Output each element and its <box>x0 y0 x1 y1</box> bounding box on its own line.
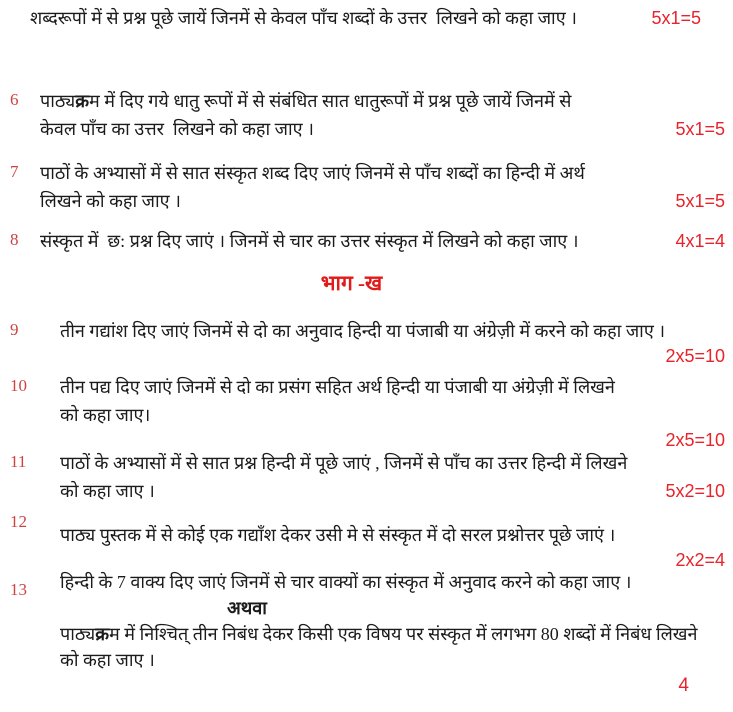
item-line-text <box>60 521 615 549</box>
item-line <box>60 621 733 647</box>
text-segment: अथवा <box>227 598 267 618</box>
item-content <box>60 317 733 365</box>
text-segment: पाठ्य <box>60 624 96 644</box>
text-segment: लिखने को कहा जाए । <box>40 191 181 211</box>
question-item-13 <box>0 569 733 673</box>
text-segment: तीन गद्यांश दिए जाएं जिनमें से दो का अनुवाद हिन्दी या पंजाबी या अंग्रेज़ी में करने को कहा जाए । <box>60 321 666 341</box>
item-line-text <box>60 477 155 505</box>
total-marks: 4 <box>678 675 689 696</box>
item-line-text <box>40 87 571 115</box>
item-number: 7 <box>10 162 19 181</box>
marks-badge: 2x5=10 <box>665 430 725 450</box>
item-line-text <box>60 621 698 647</box>
item-line <box>60 401 733 429</box>
item-line-text <box>60 401 150 429</box>
item-line <box>40 187 733 215</box>
item-line-text <box>40 187 181 215</box>
total-marks-row <box>0 675 733 697</box>
item-line-text <box>40 159 585 187</box>
item-number: 11 <box>10 452 27 471</box>
item-line <box>40 87 733 115</box>
question-item-8 <box>0 227 733 255</box>
text-segment: तीन पद्य दिए जाएं जिनमें से दो का प्रसंग सहित अर्थ हिन्दी या पंजाबी या अंग्रेज़ी में लिखने <box>60 377 615 397</box>
text-segment: क्र <box>95 624 110 644</box>
question-items-part-a <box>0 87 733 255</box>
text-segment: केवल पाँच का उत्तर लिखने को कहा जाए । <box>40 119 314 139</box>
item-number: 10 <box>10 376 27 395</box>
item-line <box>60 317 733 345</box>
item-number: 12 <box>10 512 27 531</box>
marks-badge: 2x5=10 <box>665 346 725 366</box>
text-segment: को कहा जाए। <box>60 405 151 425</box>
item-line <box>40 115 733 143</box>
text-segment: संस्कृत में छ: प्रश्न दिए जाएं । जिनमें से चार का उत्तर संस्कृत में लिखने को कहा जाए । <box>40 231 579 251</box>
text-segment: पाठों के अभ्यासों में से सात प्रश्न हिन्दी में पूछे जाएं , जिनमें से पाँच का उत्तर हिन्दी में लिखने <box>60 453 628 473</box>
text-segment: म में निश्चित् तीन निबंध देकर किसी एक विषय पर संस्कृत में लगभग 80 शब्दों में निबंध लिखने <box>109 624 698 644</box>
question-item-7 <box>0 159 733 215</box>
question-item-9 <box>0 317 733 365</box>
item-line-text <box>40 115 314 143</box>
intro-marks-badge: 5x1=5 <box>651 8 701 28</box>
item-content <box>40 87 733 143</box>
intro-text: शब्दरूपों में से प्रश्न पूछे जायें जिनमें से केवल पाँच शब्दों के उत्तर लिखने को कहा जाए । <box>30 8 577 28</box>
marks-badge: 2x2=4 <box>675 550 725 570</box>
question-item-12 <box>0 509 733 569</box>
item-line-text <box>60 569 631 595</box>
item-number: 9 <box>10 320 19 339</box>
marks-badge: 5x2=10 <box>665 481 725 501</box>
item-line <box>60 521 733 549</box>
marks-row <box>60 549 733 569</box>
item-line <box>60 569 733 595</box>
marks-row <box>60 429 733 449</box>
item-line-text <box>40 227 579 255</box>
text-segment: पाठ्य पुस्तक में से कोई एक गद्याँश देकर उसी मे से संस्कृत में दो सरल प्रश्नोत्तर पूछे जाएं । <box>60 525 616 545</box>
item-number: 6 <box>10 90 19 109</box>
part-b-heading: भाग -ख <box>320 271 383 295</box>
item-line <box>40 227 733 255</box>
text-segment: पाठों के अभ्यासों में से सात संस्कृत शब्द दिए जाएं जिनमें से पाँच शब्दों का हिन्दी में अर्थ <box>40 163 585 183</box>
marks-badge: 4x1=4 <box>675 231 725 251</box>
item-content <box>60 449 733 505</box>
item-content <box>40 227 733 255</box>
text-segment: को कहा जाए । <box>60 481 155 501</box>
item-line <box>60 373 733 401</box>
text-segment: हिन्दी के 7 वाक्य दिए जाएं जिनमें से चार वाक्यों का संस्कृत में अनुवाद करने को कहा जाए । <box>60 572 632 592</box>
marks-badge: 5x1=5 <box>675 191 725 211</box>
text-segment: म में दिए गये धातु रूपों में से संबंधित सात धातुरूपों में प्रश्न पूछे जायें जिनमें से <box>89 91 572 111</box>
item-line <box>60 647 733 673</box>
question-item-11 <box>0 449 733 505</box>
item-line <box>60 477 733 505</box>
text-segment: क्र <box>75 91 90 111</box>
text-segment: पाठ्य <box>40 91 76 111</box>
item-content <box>60 373 733 449</box>
item-line-text <box>60 647 155 673</box>
item-content <box>60 569 733 673</box>
item-content <box>60 521 733 569</box>
text-segment: को कहा जाए । <box>60 650 155 670</box>
marks-badge: 5x1=5 <box>675 119 725 139</box>
item-line-text <box>60 373 615 401</box>
item-line <box>40 159 733 187</box>
intro-line <box>0 0 733 29</box>
item-line <box>60 449 733 477</box>
item-number: 13 <box>10 580 27 599</box>
item-line-text <box>60 317 665 345</box>
question-items-part-b <box>0 317 733 673</box>
or-label <box>227 595 267 621</box>
question-item-6 <box>0 87 733 143</box>
marks-row <box>60 345 733 365</box>
item-line-text <box>60 449 627 477</box>
item-content <box>40 159 733 215</box>
item-number: 8 <box>10 230 19 249</box>
or-label-line <box>60 595 733 621</box>
question-item-10 <box>0 373 733 449</box>
